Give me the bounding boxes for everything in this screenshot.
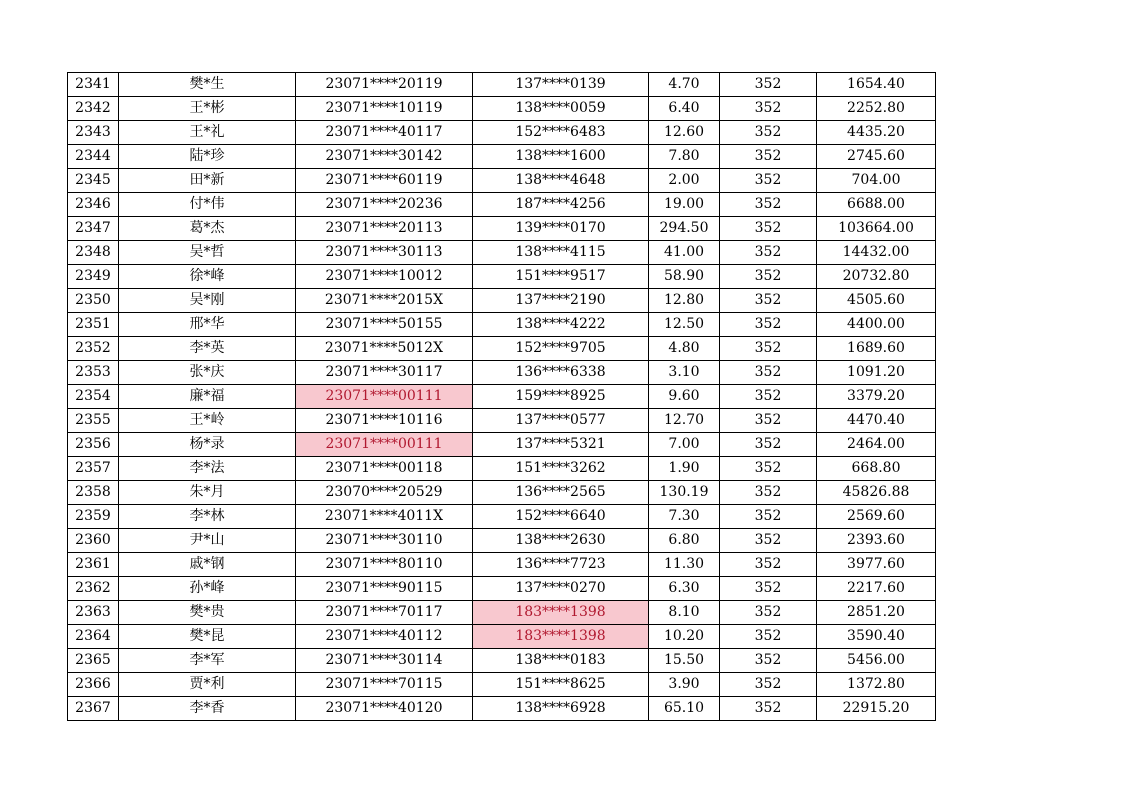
name-cell: 王*彬	[119, 97, 296, 121]
amount-cell: 4470.40	[817, 409, 936, 433]
name-cell: 李*法	[119, 457, 296, 481]
id-number-cell: 23071****20119	[296, 73, 473, 97]
phone-cell: 136****6338	[473, 361, 649, 385]
id-number-cell: 23071****00118	[296, 457, 473, 481]
row-number-cell: 2353	[68, 361, 119, 385]
quantity-cell: 65.10	[649, 697, 720, 721]
rate-cell: 352	[720, 193, 817, 217]
id-number-cell: 23071****50155	[296, 313, 473, 337]
rate-cell: 352	[720, 553, 817, 577]
rate-cell: 352	[720, 385, 817, 409]
quantity-cell: 41.00	[649, 241, 720, 265]
table-row	[68, 313, 936, 337]
name-cell: 贾*利	[119, 673, 296, 697]
table-row	[68, 337, 936, 361]
row-number-cell: 2367	[68, 697, 119, 721]
name-cell: 李*英	[119, 337, 296, 361]
rate-cell: 352	[720, 217, 817, 241]
name-cell: 张*庆	[119, 361, 296, 385]
name-cell: 樊*贵	[119, 601, 296, 625]
phone-cell: 152****9705	[473, 337, 649, 361]
table-row	[68, 577, 936, 601]
rate-cell: 352	[720, 673, 817, 697]
rate-cell: 352	[720, 121, 817, 145]
amount-cell: 4400.00	[817, 313, 936, 337]
row-number-cell: 2347	[68, 217, 119, 241]
quantity-cell: 294.50	[649, 217, 720, 241]
rate-cell: 352	[720, 169, 817, 193]
amount-cell: 4505.60	[817, 289, 936, 313]
quantity-cell: 8.10	[649, 601, 720, 625]
table-row	[68, 505, 936, 529]
id-number-cell: 23071****4011X	[296, 505, 473, 529]
name-cell: 付*伟	[119, 193, 296, 217]
quantity-cell: 15.50	[649, 649, 720, 673]
id-number-cell: 23071****80110	[296, 553, 473, 577]
amount-cell: 1091.20	[817, 361, 936, 385]
table-row	[68, 385, 936, 409]
rate-cell: 352	[720, 97, 817, 121]
name-cell: 徐*峰	[119, 265, 296, 289]
amount-cell: 22915.20	[817, 697, 936, 721]
phone-cell: 151****3262	[473, 457, 649, 481]
quantity-cell: 130.19	[649, 481, 720, 505]
row-number-cell: 2361	[68, 553, 119, 577]
row-number-cell: 2355	[68, 409, 119, 433]
table-row	[68, 97, 936, 121]
quantity-cell: 12.50	[649, 313, 720, 337]
name-cell: 李*林	[119, 505, 296, 529]
rate-cell: 352	[720, 337, 817, 361]
quantity-cell: 7.80	[649, 145, 720, 169]
quantity-cell: 12.70	[649, 409, 720, 433]
amount-cell: 2745.60	[817, 145, 936, 169]
row-number-cell: 2349	[68, 265, 119, 289]
id-number-cell: 23071****30117	[296, 361, 473, 385]
name-cell: 葛*杰	[119, 217, 296, 241]
quantity-cell: 7.00	[649, 433, 720, 457]
quantity-cell: 19.00	[649, 193, 720, 217]
phone-cell: 138****2630	[473, 529, 649, 553]
row-number-cell: 2358	[68, 481, 119, 505]
phone-cell: 137****0577	[473, 409, 649, 433]
phone-cell: 137****2190	[473, 289, 649, 313]
phone-cell: 139****0170	[473, 217, 649, 241]
rate-cell: 352	[720, 529, 817, 553]
table-row	[68, 217, 936, 241]
table-body	[68, 73, 936, 721]
id-number-cell: 23071****5012X	[296, 337, 473, 361]
id-number-cell: 23071****60119	[296, 169, 473, 193]
row-number-cell: 2344	[68, 145, 119, 169]
id-number-cell: 23071****30110	[296, 529, 473, 553]
phone-cell: 187****4256	[473, 193, 649, 217]
phone-cell: 137****5321	[473, 433, 649, 457]
phone-cell: 137****0270	[473, 577, 649, 601]
phone-cell: 138****4222	[473, 313, 649, 337]
rate-cell: 352	[720, 505, 817, 529]
amount-cell: 3590.40	[817, 625, 936, 649]
table-row	[68, 361, 936, 385]
amount-cell: 704.00	[817, 169, 936, 193]
name-cell: 尹*山	[119, 529, 296, 553]
quantity-cell: 7.30	[649, 505, 720, 529]
rate-cell: 352	[720, 481, 817, 505]
rate-cell: 352	[720, 409, 817, 433]
id-number-cell: 23071****40120	[296, 697, 473, 721]
row-number-cell: 2356	[68, 433, 119, 457]
id-number-cell: 23071****90115	[296, 577, 473, 601]
amount-cell: 2217.60	[817, 577, 936, 601]
name-cell: 吴*刚	[119, 289, 296, 313]
amount-cell: 668.80	[817, 457, 936, 481]
quantity-cell: 10.20	[649, 625, 720, 649]
table-row	[68, 433, 936, 457]
amount-cell: 3379.20	[817, 385, 936, 409]
id-number-cell: 23071****20236	[296, 193, 473, 217]
row-number-cell: 2364	[68, 625, 119, 649]
row-number-cell: 2350	[68, 289, 119, 313]
name-cell: 李*军	[119, 649, 296, 673]
rate-cell: 352	[720, 649, 817, 673]
quantity-cell: 58.90	[649, 265, 720, 289]
rate-cell: 352	[720, 577, 817, 601]
phone-cell: 151****9517	[473, 265, 649, 289]
id-number-cell: 23071****00111	[296, 433, 473, 457]
name-cell: 陆*珍	[119, 145, 296, 169]
quantity-cell: 12.80	[649, 289, 720, 313]
phone-cell: 136****2565	[473, 481, 649, 505]
id-number-cell: 23071****10116	[296, 409, 473, 433]
id-number-cell: 23071****70117	[296, 601, 473, 625]
phone-cell: 137****0139	[473, 73, 649, 97]
row-number-cell: 2366	[68, 673, 119, 697]
phone-cell: 138****0059	[473, 97, 649, 121]
phone-cell: 151****8625	[473, 673, 649, 697]
row-number-cell: 2345	[68, 169, 119, 193]
quantity-cell: 4.70	[649, 73, 720, 97]
name-cell: 李*香	[119, 697, 296, 721]
id-number-cell: 23071****70115	[296, 673, 473, 697]
id-number-cell: 23071****30113	[296, 241, 473, 265]
row-number-cell: 2365	[68, 649, 119, 673]
amount-cell: 14432.00	[817, 241, 936, 265]
table-row	[68, 697, 936, 721]
name-cell: 廉*福	[119, 385, 296, 409]
table-row	[68, 481, 936, 505]
id-number-cell: 23071****00111	[296, 385, 473, 409]
rate-cell: 352	[720, 457, 817, 481]
phone-cell: 138****6928	[473, 697, 649, 721]
rate-cell: 352	[720, 289, 817, 313]
row-number-cell: 2359	[68, 505, 119, 529]
row-number-cell: 2362	[68, 577, 119, 601]
table-row	[68, 145, 936, 169]
table-row	[68, 409, 936, 433]
row-number-cell: 2352	[68, 337, 119, 361]
quantity-cell: 1.90	[649, 457, 720, 481]
amount-cell: 20732.80	[817, 265, 936, 289]
name-cell: 孙*峰	[119, 577, 296, 601]
amount-cell: 5456.00	[817, 649, 936, 673]
row-number-cell: 2343	[68, 121, 119, 145]
row-number-cell: 2363	[68, 601, 119, 625]
row-number-cell: 2357	[68, 457, 119, 481]
quantity-cell: 3.90	[649, 673, 720, 697]
amount-cell: 4435.20	[817, 121, 936, 145]
id-number-cell: 23070****20529	[296, 481, 473, 505]
table-row	[68, 457, 936, 481]
phone-cell: 138****4648	[473, 169, 649, 193]
id-number-cell: 23071****40117	[296, 121, 473, 145]
id-number-cell: 23071****30114	[296, 649, 473, 673]
amount-cell: 3977.60	[817, 553, 936, 577]
amount-cell: 2252.80	[817, 97, 936, 121]
amount-cell: 2851.20	[817, 601, 936, 625]
table-row	[68, 553, 936, 577]
rate-cell: 352	[720, 433, 817, 457]
name-cell: 樊*生	[119, 73, 296, 97]
amount-cell: 2569.60	[817, 505, 936, 529]
amount-cell: 6688.00	[817, 193, 936, 217]
amount-cell: 1689.60	[817, 337, 936, 361]
name-cell: 邢*华	[119, 313, 296, 337]
row-number-cell: 2351	[68, 313, 119, 337]
quantity-cell: 9.60	[649, 385, 720, 409]
quantity-cell: 6.30	[649, 577, 720, 601]
table-row	[68, 625, 936, 649]
id-number-cell: 23071****20113	[296, 217, 473, 241]
phone-cell: 183****1398	[473, 601, 649, 625]
phone-cell: 138****0183	[473, 649, 649, 673]
table-row	[68, 601, 936, 625]
id-number-cell: 23071****10012	[296, 265, 473, 289]
rate-cell: 352	[720, 313, 817, 337]
name-cell: 田*新	[119, 169, 296, 193]
phone-cell: 138****4115	[473, 241, 649, 265]
phone-cell: 138****1600	[473, 145, 649, 169]
rate-cell: 352	[720, 361, 817, 385]
table-row	[68, 529, 936, 553]
id-number-cell: 23071****30142	[296, 145, 473, 169]
name-cell: 吴*哲	[119, 241, 296, 265]
phone-cell: 159****8925	[473, 385, 649, 409]
id-number-cell: 23071****2015X	[296, 289, 473, 313]
phone-cell: 152****6483	[473, 121, 649, 145]
row-number-cell: 2346	[68, 193, 119, 217]
name-cell: 朱*月	[119, 481, 296, 505]
name-cell: 樊*昆	[119, 625, 296, 649]
quantity-cell: 6.40	[649, 97, 720, 121]
amount-cell: 2464.00	[817, 433, 936, 457]
rate-cell: 352	[720, 241, 817, 265]
rate-cell: 352	[720, 697, 817, 721]
amount-cell: 103664.00	[817, 217, 936, 241]
table-row	[68, 289, 936, 313]
table-row	[68, 121, 936, 145]
quantity-cell: 3.10	[649, 361, 720, 385]
quantity-cell: 12.60	[649, 121, 720, 145]
amount-cell: 1372.80	[817, 673, 936, 697]
rate-cell: 352	[720, 145, 817, 169]
quantity-cell: 2.00	[649, 169, 720, 193]
name-cell: 戚*钢	[119, 553, 296, 577]
id-number-cell: 23071****40112	[296, 625, 473, 649]
amount-cell: 45826.88	[817, 481, 936, 505]
quantity-cell: 11.30	[649, 553, 720, 577]
name-cell: 王*礼	[119, 121, 296, 145]
table-row	[68, 169, 936, 193]
phone-cell: 152****6640	[473, 505, 649, 529]
table-row	[68, 241, 936, 265]
row-number-cell: 2354	[68, 385, 119, 409]
rate-cell: 352	[720, 625, 817, 649]
data-table	[67, 72, 936, 721]
amount-cell: 1654.40	[817, 73, 936, 97]
name-cell: 杨*录	[119, 433, 296, 457]
table-row	[68, 73, 936, 97]
row-number-cell: 2341	[68, 73, 119, 97]
quantity-cell: 4.80	[649, 337, 720, 361]
rate-cell: 352	[720, 73, 817, 97]
table-row	[68, 673, 936, 697]
rate-cell: 352	[720, 601, 817, 625]
row-number-cell: 2348	[68, 241, 119, 265]
amount-cell: 2393.60	[817, 529, 936, 553]
row-number-cell: 2342	[68, 97, 119, 121]
phone-cell: 136****7723	[473, 553, 649, 577]
phone-cell: 183****1398	[473, 625, 649, 649]
quantity-cell: 6.80	[649, 529, 720, 553]
name-cell: 王*岭	[119, 409, 296, 433]
table-row	[68, 193, 936, 217]
rate-cell: 352	[720, 265, 817, 289]
table-row	[68, 649, 936, 673]
id-number-cell: 23071****10119	[296, 97, 473, 121]
row-number-cell: 2360	[68, 529, 119, 553]
table-row	[68, 265, 936, 289]
